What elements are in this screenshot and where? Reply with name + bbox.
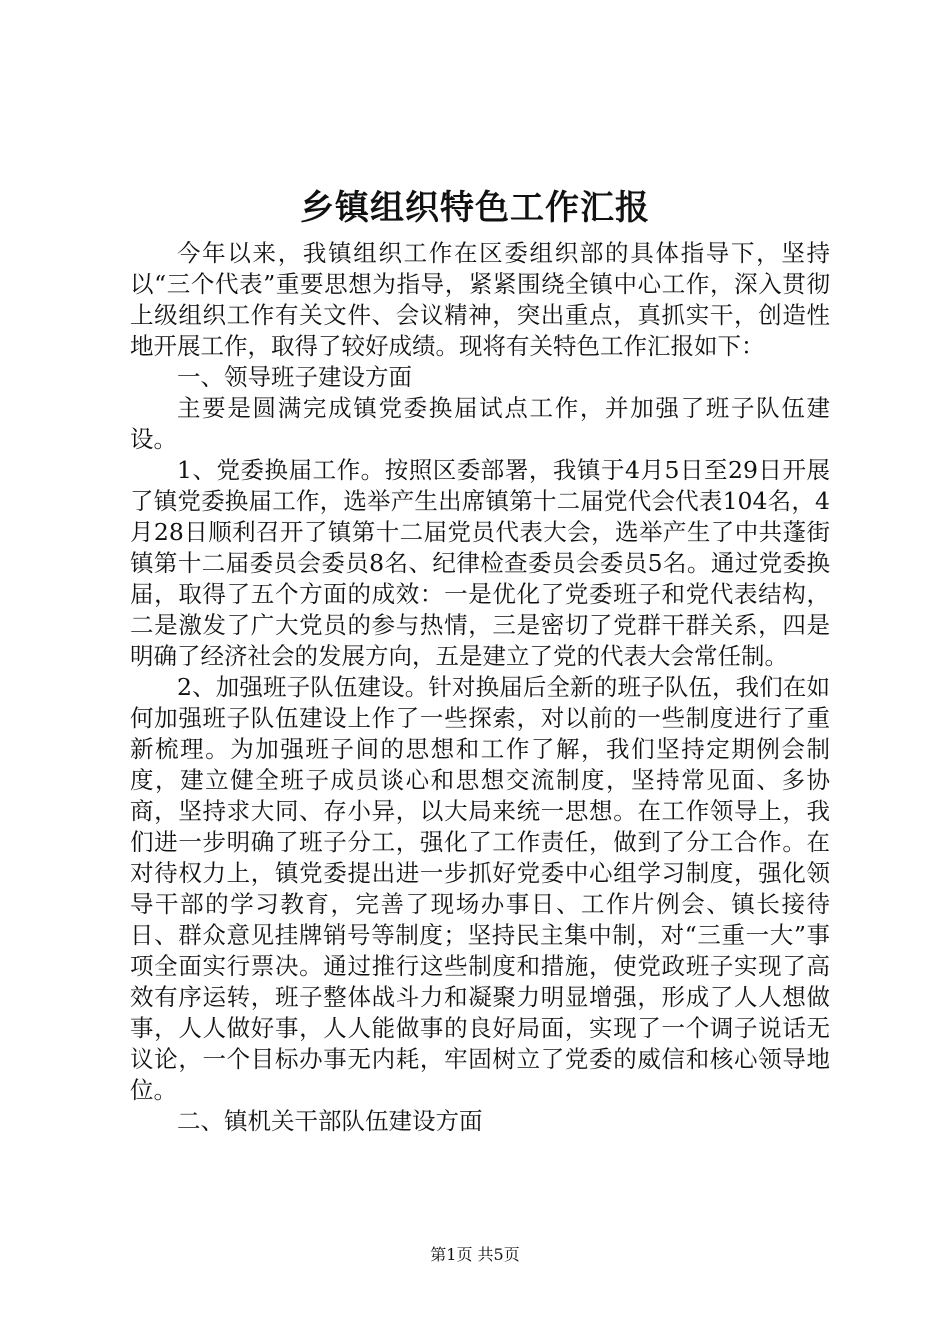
intro-paragraph: 今年以来，我镇组织工作在区委组织部的具体指导下，坚持以“三个代表”重要思想为指导，紧紧围绕全镇中心工作，深入贯彻上级组织工作有关文件、会议精神，突出重点，真抓实干，创造性地开展工作，取得了较好成绩。现将有关特色工作汇报如下：: [130, 239, 830, 360]
section-1-summary: 主要是圆满完成镇党委换届试点工作，并加强了班子队伍建设。: [130, 394, 830, 453]
subsection-1-paragraph: 1、党委换届工作。按照区委部署，我镇于4月5日至29日开展了镇党委换届工作，选举产生出席镇第十二届党代会代表104名，4月28日顺利召开了镇第十二届党员代表大会，选举产生了中共蓬街镇第十二届委员会委员8名、纪律检查委员会委员5名。通过党委换届，取得了五个方面的成效：一是优化了党委班子和党代表结构，二是激发了广大党员的参与热情，三是密切了党群干群关系，四是明确了经济社会的发展方向，五是建立了党的代表大会常任制。: [130, 456, 830, 670]
subsection-2-paragraph: 2、加强班子队伍建设。针对换届后全新的班子队伍，我们在如何加强班子队伍建设上作了一些探索，对以前的一些制度进行了重新梳理。为加强班子间的思想和工作了解，我们坚持定期例会制度，建立健全班子成员谈心和思想交流制度，坚持常见面、多协商，坚持求大同、存小异，以大局来统一思想。在工作领导上，我们进一步明确了班子分工，强化了工作责任，做到了分工合作。在对待权力上，镇党委提出进一步抓好党委中心组学习制度，强化领导干部的学习教育，完善了现场办事日、工作片例会、镇长接待日、群众意见挂牌销号等制度；坚持民主集中制，对“三重一大”事项全面实行票决。通过推行这些制度和措施，使党政班子实现了高效有序运转，班子整体战斗力和凝聚力明显增强，形成了人人想做事，人人做好事，人人能做事的良好局面，实现了一个调子说话无议论，一个目标办事无内耗，牢固树立了党委的威信和核心领导地位。: [130, 673, 830, 1104]
page-number-footer: 第1页 共5页: [430, 1245, 520, 1264]
document-body: [130, 238, 830, 1137]
section-heading-1: 一、领导班子建设方面: [177, 363, 412, 391]
document-title: 乡镇组织特色工作汇报: [300, 188, 650, 228]
section-heading-2: 二、镇机关干部队伍建设方面: [177, 1107, 483, 1135]
